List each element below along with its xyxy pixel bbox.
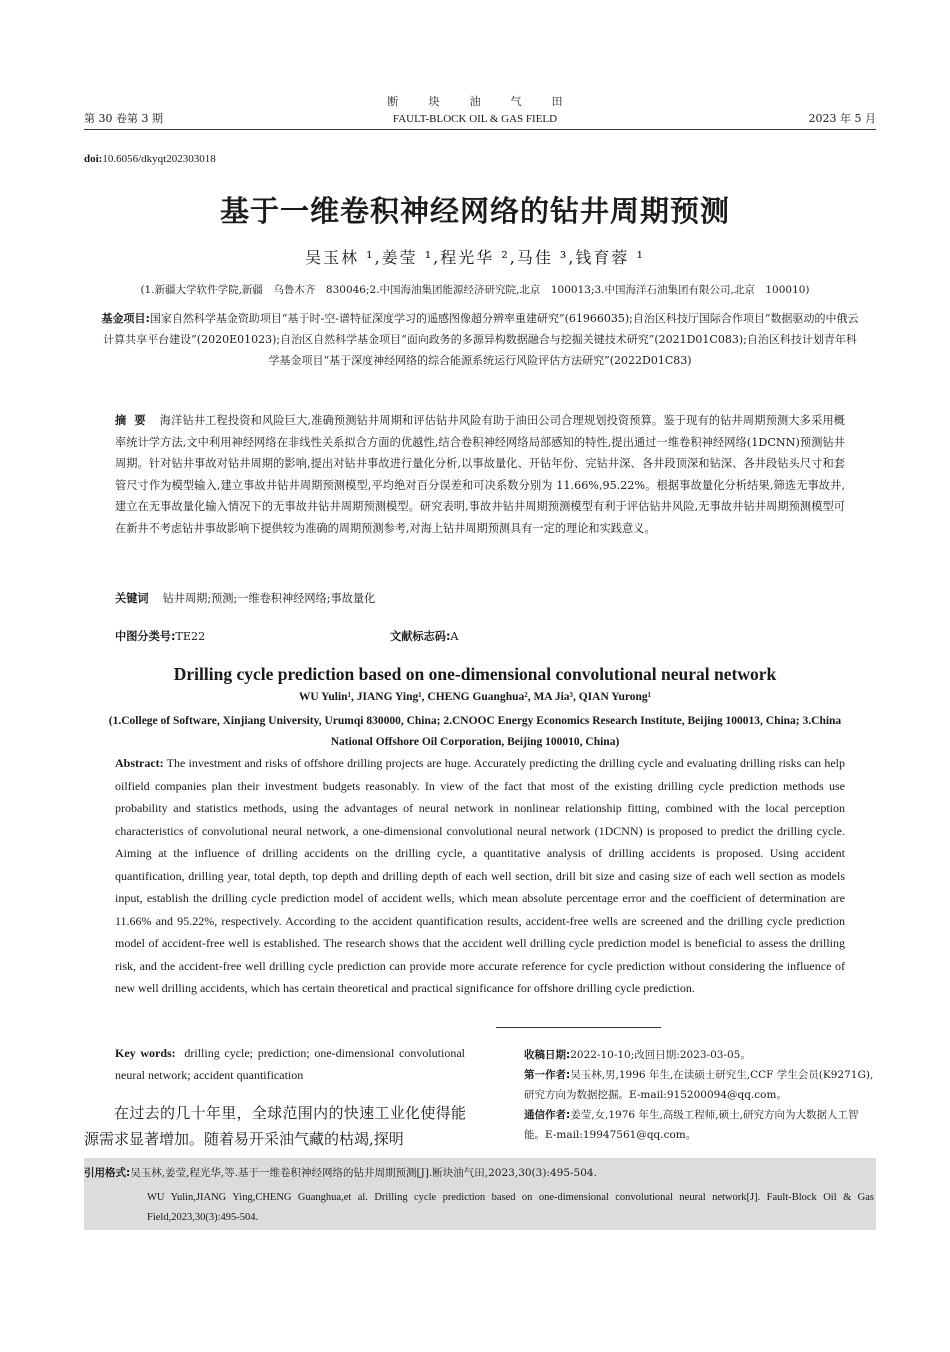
authors-cn: 吴玉林 ¹,姜莹 ¹,程光华 ²,马佳 ³,钱育蓉 ¹ bbox=[305, 248, 645, 267]
affiliations-cn: (1.新疆大学软件学院,新疆 乌鲁木齐 830046;2.中国海油集团能源经济研究院,北京 100013;3.中国海洋石油集团有限公司,北京 100010) bbox=[140, 284, 810, 296]
journal-header bbox=[0, 93, 950, 125]
abstract-en bbox=[115, 752, 845, 1000]
keywords-cn-text: 钻井周期;预测;一维卷积神经网络;事故量化 bbox=[162, 592, 376, 605]
received-date bbox=[524, 1045, 879, 1065]
doi bbox=[84, 153, 216, 165]
footnote-rule bbox=[496, 1027, 661, 1028]
funding bbox=[100, 308, 860, 371]
keywords-en-text: drilling cycle; prediction; one-dimensional convolutional neural network; accident quantification bbox=[115, 1046, 465, 1082]
journal-name-en: FAULT-BLOCK OIL & GAS FIELD bbox=[392, 113, 558, 125]
journal-name-cn: 断块油气田 bbox=[387, 95, 593, 108]
abstract-en-text: The investment and risks of offshore drilling projects are huge. Accurately predicting the drilling cycle and evaluating drilling risks can help oilfield companies plan their investment budgets reasonably. In view of the fact that most of the existing drilling cycle prediction methods use probability and statistics methods, using the advantages of neural network in nonlinear relationship fitting, combined with the local perception characteristics of convolutional neural network, a one-dimensional convolutional neural network (1DCNN) is proposed to predict the drilling cycle. Aiming at the influence of drilling accidents on the drilling cycle, a quantitative analysis of drilling accidents is proposed. Using accident quantification, drilling year, total depth, top depth and drilling depth of each well section, drill bit size and casing size of each well section as models input, establish the drilling cycle prediction model of accident wells, which mean absolute percentage error and the coefficient of determination are 11.66% and 95.22%, respectively. According to the accident quantification results, accident-free wells are screened and the drilling cycle prediction model of accident-free well is established. The research shows that the accident well drilling cycle prediction model is beneficial to assess the drilling risk, and the accident-free well drilling cycle prediction can provide more accurate reference for cycle prediction without considering the influence of new well drilling accidents, which has certain theoretical and practical significance for offshore drilling cycle prediction. bbox=[115, 756, 845, 995]
intro-paragraph: 在过去的几十年里，全球范围内的快速工业化使得能源需求显著增加。随着易开采油气藏的枯竭,探明 bbox=[84, 1104, 466, 1148]
paper-title-en: Drilling cycle prediction based on one-dimensional convolutional neural network bbox=[173, 664, 777, 684]
doc-code-label: 文献标志码: bbox=[390, 630, 451, 643]
keywords-cn bbox=[115, 590, 845, 606]
funding-text: 国家自然科学基金资助项目“基于时-空-谱特征深度学习的遥感图像超分辨率重建研究”(61966035);自治区科技厅国际合作项目“数据驱动的中俄云计算共享平台建设”(2020E01023);自治区自然科学基金项目“面向政务的多源异构数据融合与挖掘关键技术研究”(2021D01C083);自治区科技计划青年科学基金项目“基于深度神经网络的综合能源系统运行风险评估方法研究”(2022D01C83) bbox=[103, 312, 859, 367]
issue-info: 第 30 卷第 3 期 bbox=[84, 112, 163, 125]
affiliations-en: (1.College of Software, Xinjiang University, Urumqi 830000, China; 2.CNOOC Energy Economics Research Institute, Beijing 100013, China; 3.China National Offshore Oil Corporation, Beijing 100010, China) bbox=[108, 715, 842, 748]
first-author-note bbox=[524, 1065, 879, 1105]
first-author-label: 第一作者: bbox=[524, 1069, 571, 1081]
citation-label: 引用格式: bbox=[84, 1167, 131, 1179]
abstract-cn-text: 海洋钻井工程投资和风险巨大,准确预测钻井周期和评估钻井风险有助于油田公司合理规划投资预算。鉴于现有的钻井周期预测大多采用概率统计学方法,文中利用神经网络在非线性关系拟合方面的优越性,结合卷积神经网络局部感知的特性,提出通过一维卷积神经网络(1DCNN)预测钻井周期。针对钻井事故对钻井周期的影响,提出对钻井事故进行量化分析,以事故量化、开钻年份、完钻井深、各井段顶深和钻深、各井段钻头尺寸和套管尺寸作为模型输入,建立事故井钻井周期预测模型,平均绝对百分误差和可决系数分别为 11.66%,95.22%。根据事故量化分析结果,筛选无事故井,建立在无事故量化输入情况下的无事故井钻井周期预测模型。研究表明,事故井钻井周期预测模型有利于评估钻井风险,无事故井钻井周期预测模型可在新井不考虑钻井事故影响下提供较为准确的周期预测参考,对海上钻井周期预测具有一定的理论和实践意义。 bbox=[115, 414, 845, 535]
abstract-en-label: Abstract: bbox=[115, 756, 164, 770]
corresponding-label: 通信作者: bbox=[524, 1109, 571, 1121]
citation-box bbox=[84, 1158, 876, 1230]
citation-cn bbox=[84, 1165, 597, 1180]
keywords-cn-label: 关键词 bbox=[115, 592, 149, 605]
document-code bbox=[390, 628, 459, 644]
keywords-en bbox=[115, 1042, 465, 1086]
corresponding-author-note bbox=[524, 1105, 879, 1145]
received-label: 收稿日期: bbox=[524, 1049, 571, 1061]
doc-code-value: A bbox=[450, 630, 459, 643]
issue-date: 2023 年 5 月 bbox=[808, 112, 876, 125]
footnotes bbox=[524, 1045, 879, 1145]
received-text: 2022-10-10;改回日期:2023-03-05。 bbox=[570, 1049, 751, 1061]
abstract-cn bbox=[115, 410, 845, 539]
doi-label: doi: bbox=[84, 153, 103, 165]
clc-number bbox=[115, 628, 205, 644]
doi-value[interactable]: 10.6056/dkyqt202303018 bbox=[102, 153, 216, 165]
citation-cn-text: 吴玉林,姜莹,程光华,等.基于一维卷积神经网络的钻井周期预测[J].断块油气田,2023,30(3):495-504. bbox=[130, 1167, 597, 1179]
keywords-en-label: Key words: bbox=[115, 1046, 176, 1060]
abstract-cn-label: 摘要 bbox=[115, 414, 154, 427]
authors-en: WU Yulin¹, JIANG Ying¹, CHENG Guanghua², MA Jia³, QIAN Yurong¹ bbox=[298, 691, 652, 703]
clc-value: TE22 bbox=[175, 630, 206, 643]
citation-en: WU Yulin,JIANG Ying,CHENG Guanghua,et al. Drilling cycle prediction based on one-dimensional convolutional neural network[J]. Fault-Block Oil & Gas Field,2023,30(3):495-504. bbox=[147, 1192, 874, 1223]
header-rule bbox=[84, 129, 876, 130]
paper-title-cn: 基于一维卷积神经网络的钻井周期预测 bbox=[219, 194, 730, 228]
clc-label: 中图分类号: bbox=[115, 630, 176, 643]
funding-label: 基金项目: bbox=[101, 312, 150, 325]
first-author-text: 吴玉林,男,1996 年生,在读硕士研究生,CCF 学生会员(K9271G),研究方向为数据挖掘。E-mail:915200094@qq.com。 bbox=[524, 1069, 874, 1101]
corresponding-text: 姜莹,女,1976 年生,高级工程师,硕士,研究方向为大数据人工智能。E-mail:19947561@qq.com。 bbox=[524, 1109, 859, 1141]
